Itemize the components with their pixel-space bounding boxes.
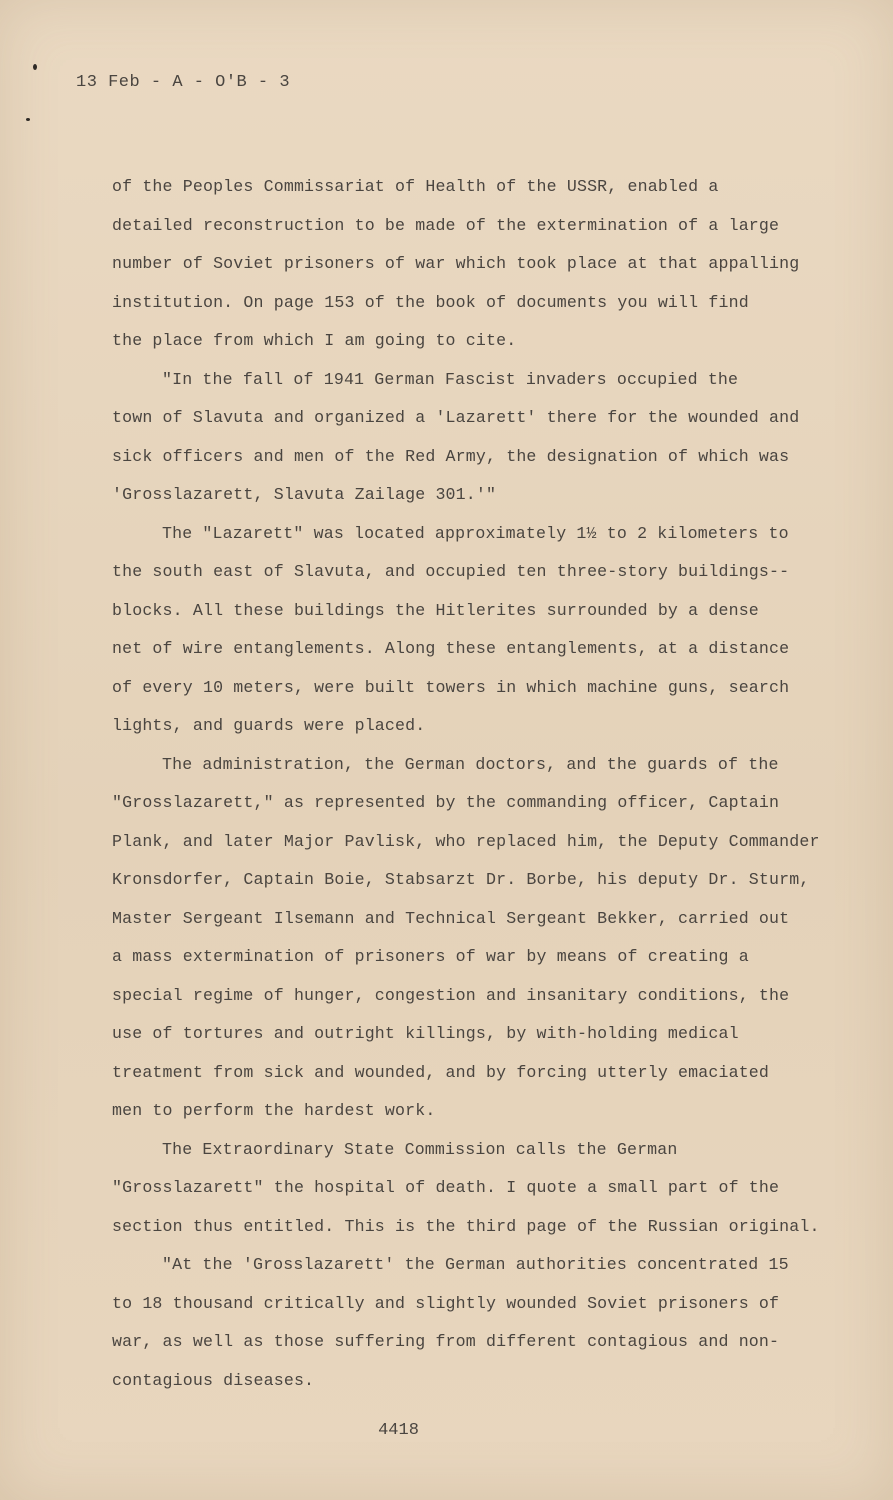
text-line: The Extraordinary State Commission calls the German xyxy=(162,1139,678,1159)
text-line: town of Slavuta and organized a 'Lazarett' there for the wounded and xyxy=(112,408,800,427)
document-body xyxy=(112,168,820,1400)
page-number: 4418 xyxy=(378,1421,419,1440)
paragraph-commission xyxy=(112,1131,820,1247)
text-line: sick officers and men of the Red Army, the designation of which was xyxy=(112,446,790,466)
paragraph-administration xyxy=(112,746,820,1131)
text-line: "Grosslazarett" the hospital of death. I quote a small part of the xyxy=(112,1178,780,1197)
text-line: contagious diseases. xyxy=(112,1370,315,1390)
page-footer xyxy=(0,1421,893,1440)
text-line: "Grosslazarett," as represented by the commanding officer, Captain xyxy=(112,793,780,812)
text-line: institution. On page 153 of the book of documents you will find xyxy=(112,292,749,312)
text-line: special regime of hunger, congestion and insanitary conditions, the xyxy=(112,985,790,1005)
text-line: to 18 thousand critically and slightly wounded Soviet prisoners of xyxy=(112,1293,780,1313)
text-line: a mass extermination of prisoners of war by means of creating a xyxy=(112,947,749,966)
text-line: of every 10 meters, were built towers in which machine guns, search xyxy=(112,677,790,697)
paragraph-quote-1 xyxy=(112,361,802,515)
text-line: war, as well as those suffering from different contagious and non- xyxy=(112,1332,780,1351)
document-reference: 13 Feb - A - O'B - 3 xyxy=(76,73,291,92)
text-line: men to perform the hardest work. xyxy=(112,1101,436,1120)
text-line: net of wire entanglements. Along these entanglements, at a distance xyxy=(112,639,790,658)
text-line: "In the fall of 1941 German Fascist invaders occupied the xyxy=(162,369,739,389)
text-line: of the Peoples Commissariat of Health of the USSR, enabled a xyxy=(112,177,719,196)
text-line: The administration, the German doctors, and the guards of the xyxy=(162,754,779,774)
ink-speck-mark xyxy=(33,64,37,70)
text-line: Master Sergeant Ilsemann and Technical Sergeant Bekker, carried out xyxy=(112,908,790,928)
text-line: The "Lazarett" was located approximately 1½ to 2 kilometers to xyxy=(162,523,789,543)
text-line: Plank, and later Major Pavlisk, who replaced him, the Deputy Commander xyxy=(112,831,820,851)
text-line: use of tortures and outright killings, by with-holding medical xyxy=(112,1024,739,1043)
text-line: the place from which I am going to cite. xyxy=(112,331,517,350)
text-line: section thus entitled. This is the third page of the Russian original. xyxy=(112,1216,820,1236)
text-line: "At the 'Grosslazarett' the German authorities concentrated 15 xyxy=(162,1255,789,1274)
text-line: 'Grosslazarett, Slavuta Zailage 301.'" xyxy=(112,485,497,504)
paragraph-location xyxy=(112,515,802,746)
paragraph-continuation xyxy=(112,168,802,361)
ink-speck-mark xyxy=(26,118,30,121)
text-line: number of Soviet prisoners of war which took place at that appalling xyxy=(112,254,800,273)
paragraph-quote-2 xyxy=(112,1246,802,1400)
text-line: detailed reconstruction to be made of the extermination of a large xyxy=(112,215,780,235)
text-line: treatment from sick and wounded, and by forcing utterly emaciated xyxy=(112,1062,770,1082)
text-line: blocks. All these buildings the Hitlerites surrounded by a dense xyxy=(112,600,759,620)
text-line: Kronsdorfer, Captain Boie, Stabsarzt Dr. Borbe, his deputy Dr. Sturm, xyxy=(112,870,810,889)
text-line: lights, and guards were placed. xyxy=(112,716,426,735)
text-line: the south east of Slavuta, and occupied ten three-story buildings-- xyxy=(112,562,790,581)
